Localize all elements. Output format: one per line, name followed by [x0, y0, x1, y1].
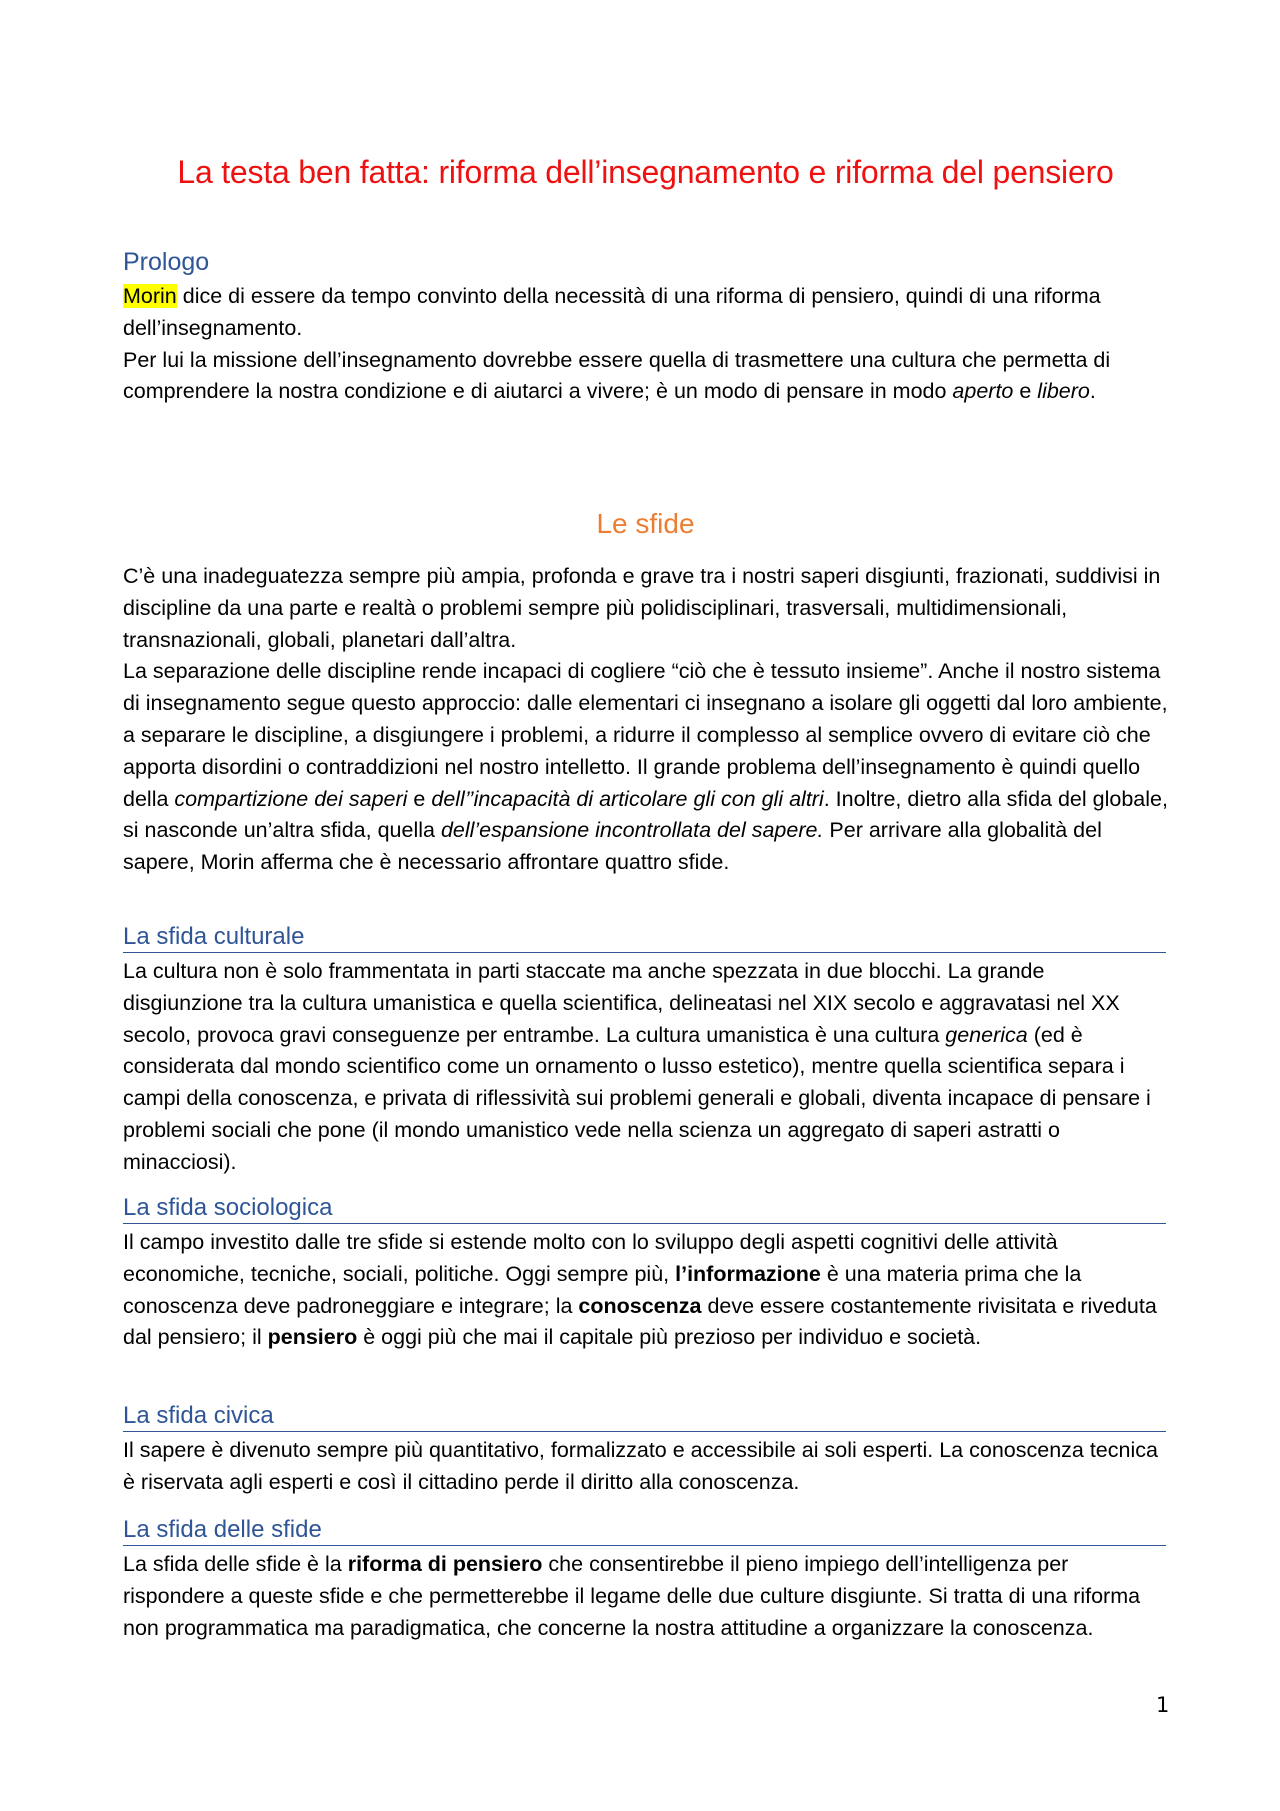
sfida-civica-heading: La sfida civica	[123, 1401, 1166, 1432]
sfida-delle-sfide-body: La sfida delle sfide è la riforma di pensiero che consentirebbe il pieno impiego dell’intelligenza per rispondere a queste sfide e che permetterebbe il legame delle due culture disgiunte. Si tratta di una riforma non programmatica ma paradigmatica, che concerne la nostra attitudine a organizzare la conoscenza.	[123, 1552, 1141, 1640]
sfida-civica-body: Il sapere è divenuto sempre più quantitativo, formalizzato e accessibile ai soli esperti. La conoscenza tecnica è riservata agli esperti e così il cittadino perde il diritto alla conoscenza.	[123, 1438, 1158, 1494]
document-title: La testa ben fatta: riforma dell’insegnamento e riforma del pensiero	[177, 154, 1114, 190]
sfida-culturale-heading: La sfida culturale	[123, 922, 1166, 953]
prologo-heading: Prologo	[123, 248, 210, 276]
prologo-body	[123, 281, 1168, 408]
prologo-paragraph-2: Per lui la missione dell’insegnamento dovrebbe essere quella di trasmettere una cultura che permetta di comprendere la nostra condizione e di aiutarci a vivere; è un modo di pensare in modo aperto e libero.	[123, 347, 1111, 404]
sfida-culturale-body: La cultura non è solo frammentata in parti staccate ma anche spezzata in due blocchi. La grande disgiunzione tra la cultura umanistica e quella scientifica, delineatasi nel XIX secolo e aggravatasi nel XX secolo, provoca gravi conseguenze per entrambe. La cultura umanistica è una cultura generica (ed è considerata dal mondo scientifico come un ornamento o lusso estetico), mentre quella scientifica separa i campi della conoscenza, e privata di riflessività sui problemi generali e globali, diventa incapace di pensare i problemi sociali che pone (il mondo umanistico vede nella scienza un aggregato di saperi astratti o minacciosi).	[123, 959, 1151, 1174]
sfide-heading: Le sfide	[596, 508, 695, 539]
prologo-paragraph-1: Morin dice di essere da tempo convinto della necessità di una riforma di pensiero, quindi di una riforma dell’insegnamento.	[123, 284, 1101, 340]
sfide-paragraph-2: La separazione delle discipline rende incapaci di cogliere “ciò che è tessuto insieme”. Anche il nostro sistema di insegnamento segue questo approccio: dalle elementari ci insegnano a isolare gli oggetti dal loro ambiente, a separare le discipline, a disgiungere i problemi, a ridurre il complesso al semplice ovvero di evitare ciò che apporta disordini o contraddizioni nel nostro intelletto. Il grande problema dell’insegnamento è quindi quello della compartizione dei saperi e dell’’incapacità di articolare gli con gli altri. Inoltre, dietro alla sfida del globale, si nasconde un’altra sfida, quella dell’espansione incontrollata del sapere. Per arrivare alla globalità del sapere, Morin afferma che è necessario affrontare quattro sfide.	[123, 659, 1168, 875]
highlighted-word: Morin	[123, 284, 177, 308]
sfide-paragraph-1: C’è una inadeguatezza sempre più ampia, profonda e grave tra i nostri saperi disgiunti, frazionati, suddivisi in discipline da una parte e realtà o problemi sempre più polidisciplinari, trasversali, multidimensionali, transnazionali, globali, planetari dall’altra.	[123, 564, 1161, 652]
sfide-intro	[123, 561, 1168, 879]
sfida-sociologica-heading: La sfida sociologica	[123, 1193, 1166, 1224]
page-number: 1	[1156, 1693, 1170, 1717]
sfida-sociologica-body: Il campo investito dalle tre sfide si estende molto con lo sviluppo degli aspetti cognitivi delle attività economiche, tecniche, sociali, politiche. Oggi sempre più, l’informazione è una materia prima che la conoscenza deve padroneggiare e integrare; la conoscenza deve essere costantemente rivisitata e riveduta dal pensiero; il pensiero è oggi più che mai il capitale più prezioso per individuo e società.	[123, 1230, 1157, 1350]
sfida-delle-sfide-heading: La sfida delle sfide	[123, 1515, 1166, 1546]
